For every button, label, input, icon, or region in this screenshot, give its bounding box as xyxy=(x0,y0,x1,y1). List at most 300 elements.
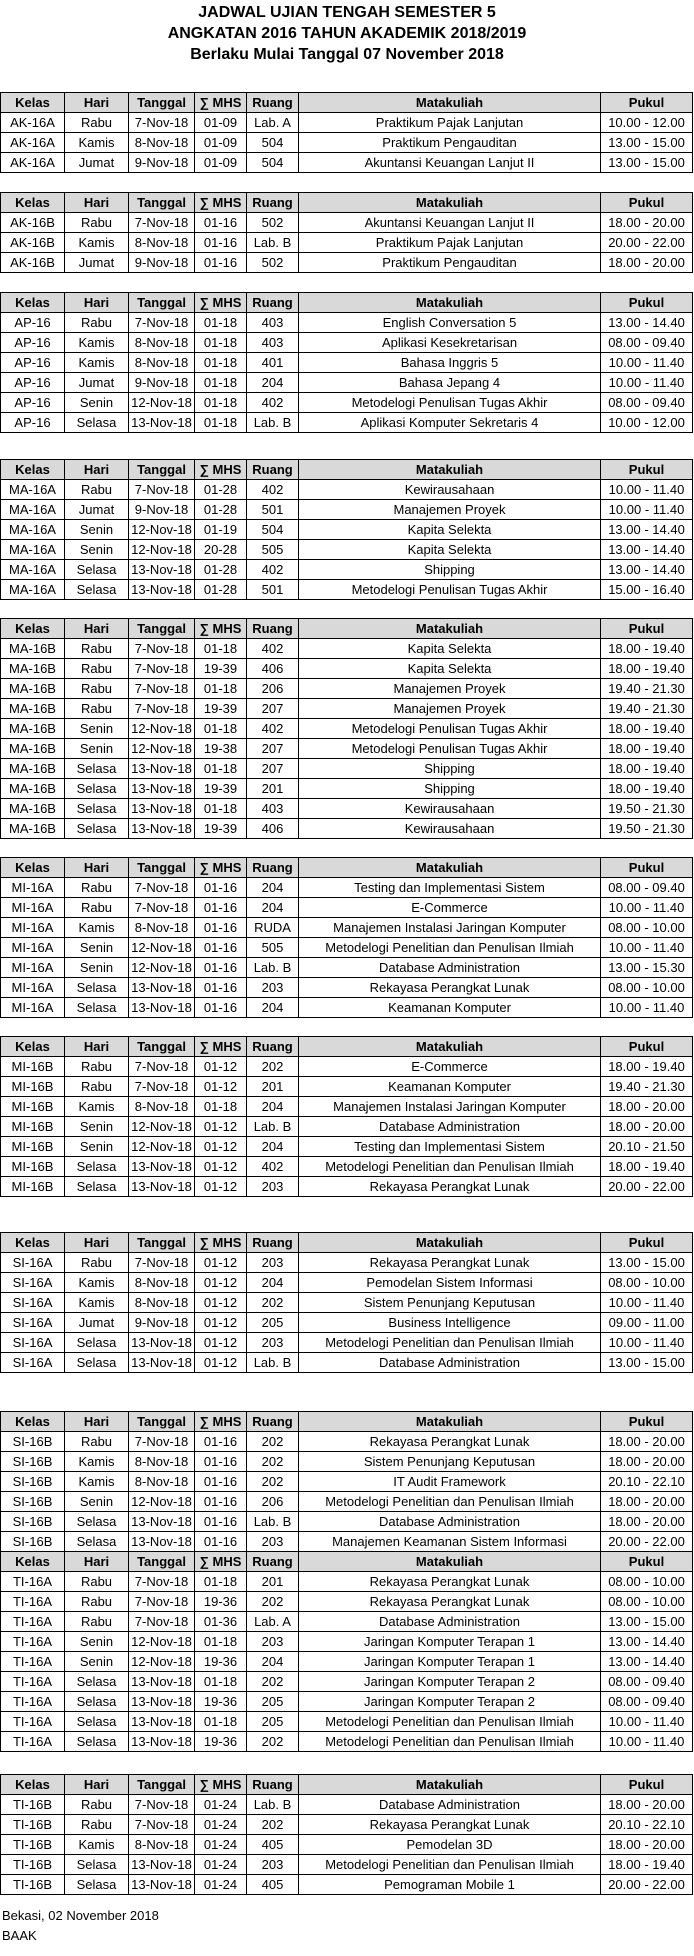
cell-pukul: 13.00 - 15.30 xyxy=(601,958,693,978)
table-row xyxy=(1,113,693,133)
column-header-matakuliah: Matakuliah xyxy=(299,193,601,213)
cell-matakuliah: Database Administration xyxy=(299,1512,601,1532)
table-row xyxy=(1,779,693,799)
cell-hari: Senin xyxy=(65,1652,129,1672)
cell-pukul: 10.00 - 11.40 xyxy=(601,480,693,500)
cell-mhs: 01-16 xyxy=(195,253,247,273)
column-header-ruang: Ruang xyxy=(247,1552,299,1572)
column-header-pukul: Pukul xyxy=(601,1775,693,1795)
cell-matakuliah: Shipping xyxy=(299,560,601,580)
column-header-tanggal: Tanggal xyxy=(129,460,195,480)
cell-mhs: 01-24 xyxy=(195,1835,247,1855)
cell-matakuliah: Testing dan Implementasi Sistem xyxy=(299,878,601,898)
cell-hari: Senin xyxy=(65,958,129,978)
cell-tanggal: 7-Nov-18 xyxy=(129,699,195,719)
cell-matakuliah: Rekayasa Perangkat Lunak xyxy=(299,1177,601,1197)
cell-pukul: 13.00 - 14.40 xyxy=(601,1632,693,1652)
cell-mhs: 01-16 xyxy=(195,938,247,958)
column-header-mhs: ∑ MHS xyxy=(195,193,247,213)
cell-pukul: 20.10 - 22.10 xyxy=(601,1815,693,1835)
cell-hari: Selasa xyxy=(65,1157,129,1177)
cell-ruang: 204 xyxy=(247,898,299,918)
cell-tanggal: 13-Nov-18 xyxy=(129,759,195,779)
cell-mhs: 01-18 xyxy=(195,353,247,373)
cell-mhs: 01-18 xyxy=(195,639,247,659)
document-subtitle: ANGKATAN 2016 TAHUN AKADEMIK 2018/2019 xyxy=(167,25,527,42)
cell-mhs: 01-18 xyxy=(195,679,247,699)
document-header xyxy=(0,2,694,65)
cell-mhs: 01-09 xyxy=(195,153,247,173)
cell-mhs: 01-18 xyxy=(195,719,247,739)
cell-ruang: 204 xyxy=(247,373,299,393)
cell-matakuliah: English Conversation 5 xyxy=(299,313,601,333)
cell-hari: Selasa xyxy=(65,819,129,839)
column-header-ruang: Ruang xyxy=(247,619,299,639)
cell-matakuliah: Praktikum Pajak Lanjutan xyxy=(299,233,601,253)
cell-mhs: 01-18 xyxy=(195,1712,247,1732)
cell-tanggal: 13-Nov-18 xyxy=(129,1672,195,1692)
cell-tanggal: 8-Nov-18 xyxy=(129,353,195,373)
cell-kelas: MA-16A xyxy=(1,560,65,580)
cell-pukul: 19.50 - 21.30 xyxy=(601,819,693,839)
table-row xyxy=(1,1253,693,1273)
schedule-table xyxy=(0,1551,693,1752)
table-row xyxy=(1,1293,693,1313)
table-row xyxy=(1,333,693,353)
cell-mhs: 19-39 xyxy=(195,699,247,719)
column-header-tanggal: Tanggal xyxy=(129,1233,195,1253)
cell-hari: Selasa xyxy=(65,998,129,1018)
table-header-row xyxy=(1,93,693,113)
table-row xyxy=(1,898,693,918)
cell-hari: Rabu xyxy=(65,113,129,133)
cell-hari: Jumat xyxy=(65,253,129,273)
cell-mhs: 01-18 xyxy=(195,1572,247,1592)
column-header-hari: Hari xyxy=(65,460,129,480)
cell-ruang: Lab. B xyxy=(247,413,299,433)
cell-hari: Kamis xyxy=(65,1452,129,1472)
cell-matakuliah: Praktikum Pajak Lanjutan xyxy=(299,113,601,133)
cell-tanggal: 8-Nov-18 xyxy=(129,1293,195,1313)
column-header-pukul: Pukul xyxy=(601,1233,693,1253)
effective-date: Berlaku Mulai Tanggal 07 November 2018 xyxy=(190,46,504,63)
cell-hari: Rabu xyxy=(65,1077,129,1097)
cell-mhs: 01-24 xyxy=(195,1795,247,1815)
cell-matakuliah: Rekayasa Perangkat Lunak xyxy=(299,1815,601,1835)
column-header-mhs: ∑ MHS xyxy=(195,619,247,639)
table-row xyxy=(1,1632,693,1652)
cell-matakuliah: Keamanan Komputer xyxy=(299,1077,601,1097)
cell-kelas: AK-16A xyxy=(1,133,65,153)
cell-tanggal: 8-Nov-18 xyxy=(129,1097,195,1117)
cell-mhs: 01-12 xyxy=(195,1177,247,1197)
cell-matakuliah: Pemograman Mobile 1 xyxy=(299,1875,601,1895)
cell-ruang: Lab. A xyxy=(247,113,299,133)
cell-kelas: MA-16B xyxy=(1,779,65,799)
cell-hari: Jumat xyxy=(65,1313,129,1333)
cell-matakuliah: Manajemen Proyek xyxy=(299,500,601,520)
cell-kelas: SI-16A xyxy=(1,1273,65,1293)
column-header-ruang: Ruang xyxy=(247,293,299,313)
cell-matakuliah: Kewirausahaan xyxy=(299,480,601,500)
cell-mhs: 01-19 xyxy=(195,520,247,540)
cell-kelas: MI-16A xyxy=(1,918,65,938)
cell-pukul: 19.50 - 21.30 xyxy=(601,799,693,819)
cell-mhs: 01-12 xyxy=(195,1077,247,1097)
cell-ruang: 402 xyxy=(247,639,299,659)
cell-ruang: 202 xyxy=(247,1293,299,1313)
cell-tanggal: 13-Nov-18 xyxy=(129,1333,195,1353)
cell-matakuliah: Kapita Selekta xyxy=(299,659,601,679)
cell-mhs: 01-24 xyxy=(195,1875,247,1895)
column-header-tanggal: Tanggal xyxy=(129,1037,195,1057)
cell-mhs: 01-16 xyxy=(195,1512,247,1532)
cell-hari: Kamis xyxy=(65,233,129,253)
cell-mhs: 01-09 xyxy=(195,133,247,153)
cell-pukul: 18.00 - 20.00 xyxy=(601,1452,693,1472)
table-row xyxy=(1,353,693,373)
cell-kelas: AP-16 xyxy=(1,373,65,393)
column-header-kelas: Kelas xyxy=(1,1037,65,1057)
cell-kelas: SI-16A xyxy=(1,1293,65,1313)
cell-matakuliah: Kapita Selekta xyxy=(299,540,601,560)
cell-ruang: 402 xyxy=(247,560,299,580)
cell-pukul: 08.00 - 10.00 xyxy=(601,1273,693,1293)
column-header-kelas: Kelas xyxy=(1,619,65,639)
table-header-row xyxy=(1,1552,693,1572)
cell-mhs: 01-18 xyxy=(195,799,247,819)
cell-tanggal: 13-Nov-18 xyxy=(129,560,195,580)
column-header-ruang: Ruang xyxy=(247,1037,299,1057)
cell-mhs: 19-36 xyxy=(195,1732,247,1752)
cell-mhs: 01-28 xyxy=(195,580,247,600)
cell-pukul: 10.00 - 11.40 xyxy=(601,500,693,520)
cell-ruang: 505 xyxy=(247,938,299,958)
cell-kelas: SI-16B xyxy=(1,1472,65,1492)
cell-hari: Jumat xyxy=(65,153,129,173)
column-header-mhs: ∑ MHS xyxy=(195,1233,247,1253)
cell-matakuliah: Jaringan Komputer Terapan 1 xyxy=(299,1652,601,1672)
cell-kelas: TI-16A xyxy=(1,1692,65,1712)
cell-mhs: 19-36 xyxy=(195,1692,247,1712)
cell-matakuliah: Metodelogi Penelitian dan Penulisan Ilmiah xyxy=(299,1492,601,1512)
cell-tanggal: 12-Nov-18 xyxy=(129,1492,195,1512)
cell-tanggal: 9-Nov-18 xyxy=(129,153,195,173)
cell-tanggal: 13-Nov-18 xyxy=(129,1875,195,1895)
cell-tanggal: 12-Nov-18 xyxy=(129,739,195,759)
cell-hari: Rabu xyxy=(65,1612,129,1632)
cell-pukul: 20.00 - 22.00 xyxy=(601,1532,693,1552)
cell-tanggal: 13-Nov-18 xyxy=(129,1855,195,1875)
cell-hari: Senin xyxy=(65,1492,129,1512)
column-header-pukul: Pukul xyxy=(601,858,693,878)
cell-tanggal: 12-Nov-18 xyxy=(129,393,195,413)
cell-mhs: 19-39 xyxy=(195,819,247,839)
table-header-row xyxy=(1,1233,693,1253)
cell-kelas: MI-16A xyxy=(1,878,65,898)
cell-tanggal: 7-Nov-18 xyxy=(129,898,195,918)
column-header-ruang: Ruang xyxy=(247,858,299,878)
cell-pukul: 13.00 - 15.00 xyxy=(601,153,693,173)
table-row xyxy=(1,1333,693,1353)
cell-kelas: MA-16B xyxy=(1,719,65,739)
table-row xyxy=(1,1273,693,1293)
cell-hari: Selasa xyxy=(65,1855,129,1875)
cell-hari: Selasa xyxy=(65,1512,129,1532)
table-row xyxy=(1,1177,693,1197)
cell-hari: Rabu xyxy=(65,639,129,659)
cell-tanggal: 13-Nov-18 xyxy=(129,1177,195,1197)
cell-hari: Selasa xyxy=(65,799,129,819)
cell-kelas: SI-16B xyxy=(1,1452,65,1472)
cell-ruang: 204 xyxy=(247,1137,299,1157)
cell-matakuliah: Shipping xyxy=(299,759,601,779)
cell-pukul: 08.00 - 09.40 xyxy=(601,1692,693,1712)
cell-hari: Kamis xyxy=(65,1097,129,1117)
column-header-hari: Hari xyxy=(65,619,129,639)
schedule-table xyxy=(0,192,693,273)
cell-kelas: MI-16B xyxy=(1,1057,65,1077)
cell-ruang: Lab. B xyxy=(247,1795,299,1815)
cell-mhs: 01-16 xyxy=(195,918,247,938)
column-header-tanggal: Tanggal xyxy=(129,293,195,313)
cell-mhs: 01-18 xyxy=(195,1632,247,1652)
cell-kelas: MI-16B xyxy=(1,1137,65,1157)
cell-pukul: 18.00 - 20.00 xyxy=(601,213,693,233)
cell-matakuliah: Metodelogi Penulisan Tugas Akhir xyxy=(299,719,601,739)
cell-ruang: 505 xyxy=(247,540,299,560)
column-header-ruang: Ruang xyxy=(247,1412,299,1432)
cell-kelas: MI-16B xyxy=(1,1097,65,1117)
cell-ruang: 206 xyxy=(247,679,299,699)
cell-pukul: 18.00 - 20.00 xyxy=(601,253,693,273)
cell-hari: Rabu xyxy=(65,1432,129,1452)
cell-kelas: SI-16A xyxy=(1,1313,65,1333)
cell-pukul: 20.10 - 21.50 xyxy=(601,1137,693,1157)
cell-mhs: 01-36 xyxy=(195,1612,247,1632)
cell-matakuliah: Manajemen Keamanan Sistem Informasi xyxy=(299,1532,601,1552)
cell-tanggal: 9-Nov-18 xyxy=(129,253,195,273)
column-header-kelas: Kelas xyxy=(1,1412,65,1432)
cell-mhs: 01-16 xyxy=(195,898,247,918)
cell-ruang: 202 xyxy=(247,1452,299,1472)
table-row xyxy=(1,1732,693,1752)
cell-pukul: 18.00 - 19.40 xyxy=(601,1855,693,1875)
table-row xyxy=(1,1835,693,1855)
cell-matakuliah: Rekayasa Perangkat Lunak xyxy=(299,1253,601,1273)
cell-mhs: 01-12 xyxy=(195,1157,247,1177)
cell-ruang: Lab. B xyxy=(247,1353,299,1373)
cell-matakuliah: Sistem Penunjang Keputusan xyxy=(299,1293,601,1313)
cell-tanggal: 12-Nov-18 xyxy=(129,1117,195,1137)
cell-hari: Selasa xyxy=(65,413,129,433)
cell-matakuliah: Kapita Selekta xyxy=(299,520,601,540)
cell-pukul: 19.40 - 21.30 xyxy=(601,679,693,699)
cell-matakuliah: Praktikum Pengauditan xyxy=(299,133,601,153)
cell-tanggal: 7-Nov-18 xyxy=(129,1572,195,1592)
cell-mhs: 20-28 xyxy=(195,540,247,560)
cell-kelas: AK-16B xyxy=(1,253,65,273)
cell-tanggal: 7-Nov-18 xyxy=(129,639,195,659)
schedule-table xyxy=(0,1232,693,1373)
schedule-table xyxy=(0,292,693,433)
cell-pukul: 10.00 - 11.40 xyxy=(601,373,693,393)
column-header-ruang: Ruang xyxy=(247,460,299,480)
cell-matakuliah: Aplikasi Komputer Sekretaris 4 xyxy=(299,413,601,433)
cell-hari: Rabu xyxy=(65,1815,129,1835)
column-header-pukul: Pukul xyxy=(601,619,693,639)
cell-tanggal: 9-Nov-18 xyxy=(129,500,195,520)
cell-ruang: 205 xyxy=(247,1712,299,1732)
cell-matakuliah: IT Audit Framework xyxy=(299,1472,601,1492)
cell-matakuliah: Jaringan Komputer Terapan 2 xyxy=(299,1692,601,1712)
cell-tanggal: 7-Nov-18 xyxy=(129,113,195,133)
cell-pukul: 18.00 - 19.40 xyxy=(601,759,693,779)
column-header-kelas: Kelas xyxy=(1,1552,65,1572)
cell-ruang: 203 xyxy=(247,1333,299,1353)
column-header-matakuliah: Matakuliah xyxy=(299,619,601,639)
cell-matakuliah: Testing dan Implementasi Sistem xyxy=(299,1137,601,1157)
cell-ruang: 501 xyxy=(247,580,299,600)
table-row xyxy=(1,540,693,560)
cell-pukul: 18.00 - 20.00 xyxy=(601,1097,693,1117)
cell-ruang: 402 xyxy=(247,393,299,413)
column-header-hari: Hari xyxy=(65,1233,129,1253)
table-row xyxy=(1,819,693,839)
cell-hari: Selasa xyxy=(65,1177,129,1197)
cell-matakuliah: Pemodelan 3D xyxy=(299,1835,601,1855)
cell-hari: Kamis xyxy=(65,133,129,153)
cell-ruang: 203 xyxy=(247,1177,299,1197)
cell-kelas: SI-16B xyxy=(1,1512,65,1532)
cell-kelas: AK-16A xyxy=(1,113,65,133)
cell-hari: Selasa xyxy=(65,1532,129,1552)
cell-pukul: 10.00 - 11.40 xyxy=(601,938,693,958)
table-row xyxy=(1,1815,693,1835)
cell-tanggal: 8-Nov-18 xyxy=(129,1273,195,1293)
table-row xyxy=(1,1572,693,1592)
cell-tanggal: 12-Nov-18 xyxy=(129,1652,195,1672)
column-header-kelas: Kelas xyxy=(1,93,65,113)
cell-ruang: 207 xyxy=(247,739,299,759)
cell-matakuliah: Jaringan Komputer Terapan 2 xyxy=(299,1672,601,1692)
cell-kelas: MI-16A xyxy=(1,978,65,998)
table-row xyxy=(1,233,693,253)
cell-ruang: 203 xyxy=(247,1532,299,1552)
table-row xyxy=(1,759,693,779)
cell-ruang: 203 xyxy=(247,1855,299,1875)
cell-pukul: 10.00 - 11.40 xyxy=(601,998,693,1018)
table-row xyxy=(1,500,693,520)
column-header-hari: Hari xyxy=(65,858,129,878)
cell-matakuliah: Metodelogi Penulisan Tugas Akhir xyxy=(299,580,601,600)
column-header-pukul: Pukul xyxy=(601,1037,693,1057)
cell-matakuliah: Rekayasa Perangkat Lunak xyxy=(299,978,601,998)
cell-tanggal: 13-Nov-18 xyxy=(129,1157,195,1177)
cell-hari: Senin xyxy=(65,719,129,739)
table-row xyxy=(1,918,693,938)
cell-ruang: 202 xyxy=(247,1057,299,1077)
cell-mhs: 01-16 xyxy=(195,233,247,253)
column-header-ruang: Ruang xyxy=(247,1775,299,1795)
cell-mhs: 01-09 xyxy=(195,113,247,133)
cell-matakuliah: Metodelogi Penelitian dan Penulisan Ilmiah xyxy=(299,938,601,958)
cell-ruang: Lab. B xyxy=(247,958,299,978)
cell-kelas: TI-16A xyxy=(1,1732,65,1752)
cell-pukul: 18.00 - 19.40 xyxy=(601,1157,693,1177)
column-header-tanggal: Tanggal xyxy=(129,1775,195,1795)
cell-tanggal: 7-Nov-18 xyxy=(129,1077,195,1097)
cell-kelas: MA-16A xyxy=(1,540,65,560)
cell-kelas: TI-16A xyxy=(1,1652,65,1672)
cell-pukul: 18.00 - 19.40 xyxy=(601,719,693,739)
cell-pukul: 18.00 - 20.00 xyxy=(601,1117,693,1137)
cell-ruang: Lab. B xyxy=(247,1117,299,1137)
cell-tanggal: 7-Nov-18 xyxy=(129,1592,195,1612)
cell-pukul: 10.00 - 12.00 xyxy=(601,413,693,433)
cell-ruang: 204 xyxy=(247,878,299,898)
cell-hari: Selasa xyxy=(65,1692,129,1712)
cell-ruang: Lab. A xyxy=(247,1612,299,1632)
cell-pukul: 13.00 - 14.40 xyxy=(601,540,693,560)
cell-tanggal: 12-Nov-18 xyxy=(129,1632,195,1652)
cell-ruang: RUDA xyxy=(247,918,299,938)
cell-matakuliah: Metodelogi Penelitian dan Penulisan Ilmiah xyxy=(299,1712,601,1732)
table-row xyxy=(1,719,693,739)
cell-mhs: 01-16 xyxy=(195,978,247,998)
cell-kelas: AP-16 xyxy=(1,313,65,333)
table-header-row xyxy=(1,460,693,480)
cell-ruang: 402 xyxy=(247,719,299,739)
cell-ruang: 203 xyxy=(247,1632,299,1652)
cell-matakuliah: Metodelogi Penelitian dan Penulisan Ilmiah xyxy=(299,1157,601,1177)
cell-tanggal: 13-Nov-18 xyxy=(129,799,195,819)
cell-ruang: 502 xyxy=(247,213,299,233)
table-row xyxy=(1,659,693,679)
table-row xyxy=(1,1672,693,1692)
cell-kelas: TI-16B xyxy=(1,1855,65,1875)
cell-hari: Selasa xyxy=(65,1353,129,1373)
cell-matakuliah: Manajemen Instalasi Jaringan Komputer xyxy=(299,918,601,938)
cell-hari: Selasa xyxy=(65,759,129,779)
cell-kelas: AK-16A xyxy=(1,153,65,173)
cell-hari: Kamis xyxy=(65,353,129,373)
cell-pukul: 08.00 - 09.40 xyxy=(601,1672,693,1692)
cell-pukul: 18.00 - 19.40 xyxy=(601,639,693,659)
column-header-kelas: Kelas xyxy=(1,293,65,313)
cell-pukul: 18.00 - 19.40 xyxy=(601,1057,693,1077)
table-row xyxy=(1,1532,693,1552)
cell-mhs: 01-12 xyxy=(195,1273,247,1293)
cell-hari: Rabu xyxy=(65,313,129,333)
column-header-tanggal: Tanggal xyxy=(129,1412,195,1432)
cell-matakuliah: Akuntansi Keuangan Lanjut II xyxy=(299,153,601,173)
cell-tanggal: 8-Nov-18 xyxy=(129,1472,195,1492)
cell-tanggal: 8-Nov-18 xyxy=(129,333,195,353)
cell-hari: Rabu xyxy=(65,679,129,699)
cell-matakuliah: Bahasa Inggris 5 xyxy=(299,353,601,373)
cell-ruang: 406 xyxy=(247,659,299,679)
cell-hari: Rabu xyxy=(65,878,129,898)
cell-mhs: 01-16 xyxy=(195,1472,247,1492)
table-row xyxy=(1,1157,693,1177)
cell-hari: Rabu xyxy=(65,898,129,918)
column-header-matakuliah: Matakuliah xyxy=(299,93,601,113)
table-row xyxy=(1,480,693,500)
column-header-mhs: ∑ MHS xyxy=(195,1037,247,1057)
cell-kelas: MI-16A xyxy=(1,998,65,1018)
cell-mhs: 01-16 xyxy=(195,1452,247,1472)
